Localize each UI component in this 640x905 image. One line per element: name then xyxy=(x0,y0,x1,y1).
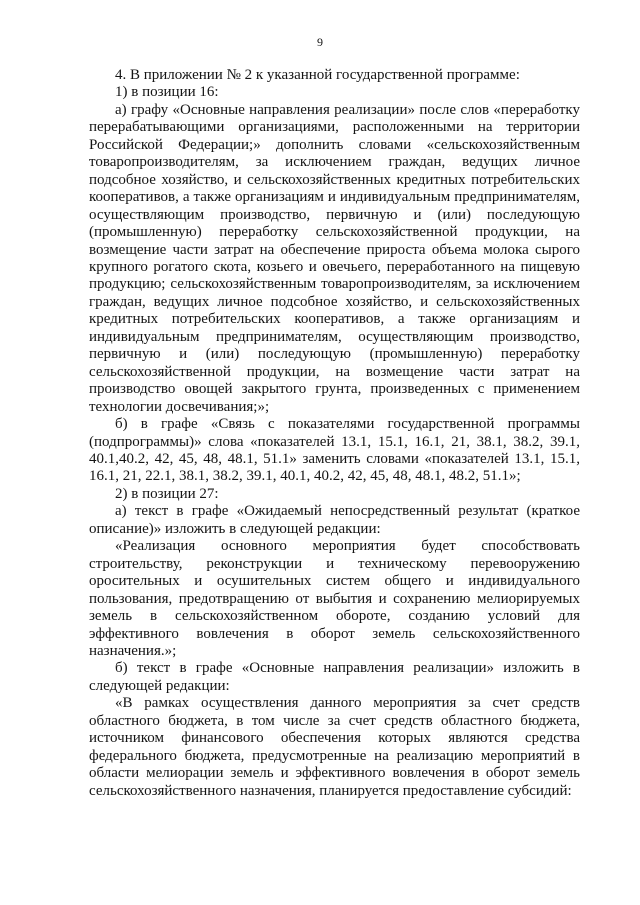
paragraph-27-b: б) текст в графе «Основные направления реализации» изложить в следующей редакции: xyxy=(89,660,580,694)
paragraph-item-4-heading: 4. В приложении № 2 к указанной государственной программе: xyxy=(115,67,520,83)
paragraph-27-a: а) текст в графе «Ожидаемый непосредственный результат (краткое описание)» изложить в следующей редакции: xyxy=(89,503,580,537)
paragraph-27-a-text: «Реализация основного мероприятия будет способствовать строительству, реконструкции и техническому перевооружению оросительных и осушительных систем общего и индивидуального пользования, предотвращению от выбытия и сохранению мелиорируемых земель в сельскохозяйственном обороте, созданию условий для эффективного вовлечения в оборот земель сельскохозяйственного назначения.»; xyxy=(89,538,580,659)
document-body xyxy=(89,67,580,800)
paragraph-16-b: б) в графе «Связь с показателями государственной программы (подпрограммы)» слова «показателей 13.1, 15.1, 16.1, 21, 38.1, 38.2, 39.1, 40.1,40.2, 42, 45, 48, 48.1, 51.1» заменить словами «показателей 13.1, 15.1, 16.1, 21, 22.1, 38.1, 38.2, 39.1, 40.1, 40.2, 42, 45, 48, 48.1, 48.2, 51.1»; xyxy=(89,416,580,485)
page-number: 9 xyxy=(317,35,323,49)
paragraph-27-b-text: «В рамках осуществления данного мероприятия за счет средств областного бюджета, в том числе за счет средств областного бюджета, источником финансового обеспечения которых являются средства федерального бюджета, предусмотренные на реализацию мероприятий в области мелиорации земель и эффективного вовлечения в оборот земель сельскохозяйственного назначения, планируется предоставление субсидий: xyxy=(89,695,580,799)
paragraph-16-a: а) графу «Основные направления реализации» после слов «переработку перерабатывающими организациями, расположенными на территории Российской Федерации;» дополнить словами «сельскохозяйственным товаропроизводителям, за исключением граждан, ведущих личное подсобное хозяйство, и сельскохозяйственных кредитных потребительских кооперативов, а также организациям и индивидуальным предпринимателям, осуществляющим производство, первичную и (или) последующую (промышленную) переработку сельскохозяйственной продукции, на возмещение части затрат на обеспечение прироста объема молока сырого крупного рогатого скота, козьего и овечьего, переработанного на пищевую продукцию; сельскохозяйственным товаропроизводителям, за исключением граждан, ведущих личное подсобное хозяйство, и сельскохозяйственных кредитных потребительских кооперативов, а также организациям и индивидуальным предпринимателям, осуществляющим производство, первичную и (или) последующую (промышленную) переработку сельскохозяйственной продукции, на возмещение части затрат на производство овощей закрытого грунта, произведенных с применением технологии досвечивания;»; xyxy=(89,101,580,415)
paragraph-position-16: 1) в позиции 16: xyxy=(115,84,219,101)
paragraph-position-27: 2) в позиции 27: xyxy=(115,485,219,502)
